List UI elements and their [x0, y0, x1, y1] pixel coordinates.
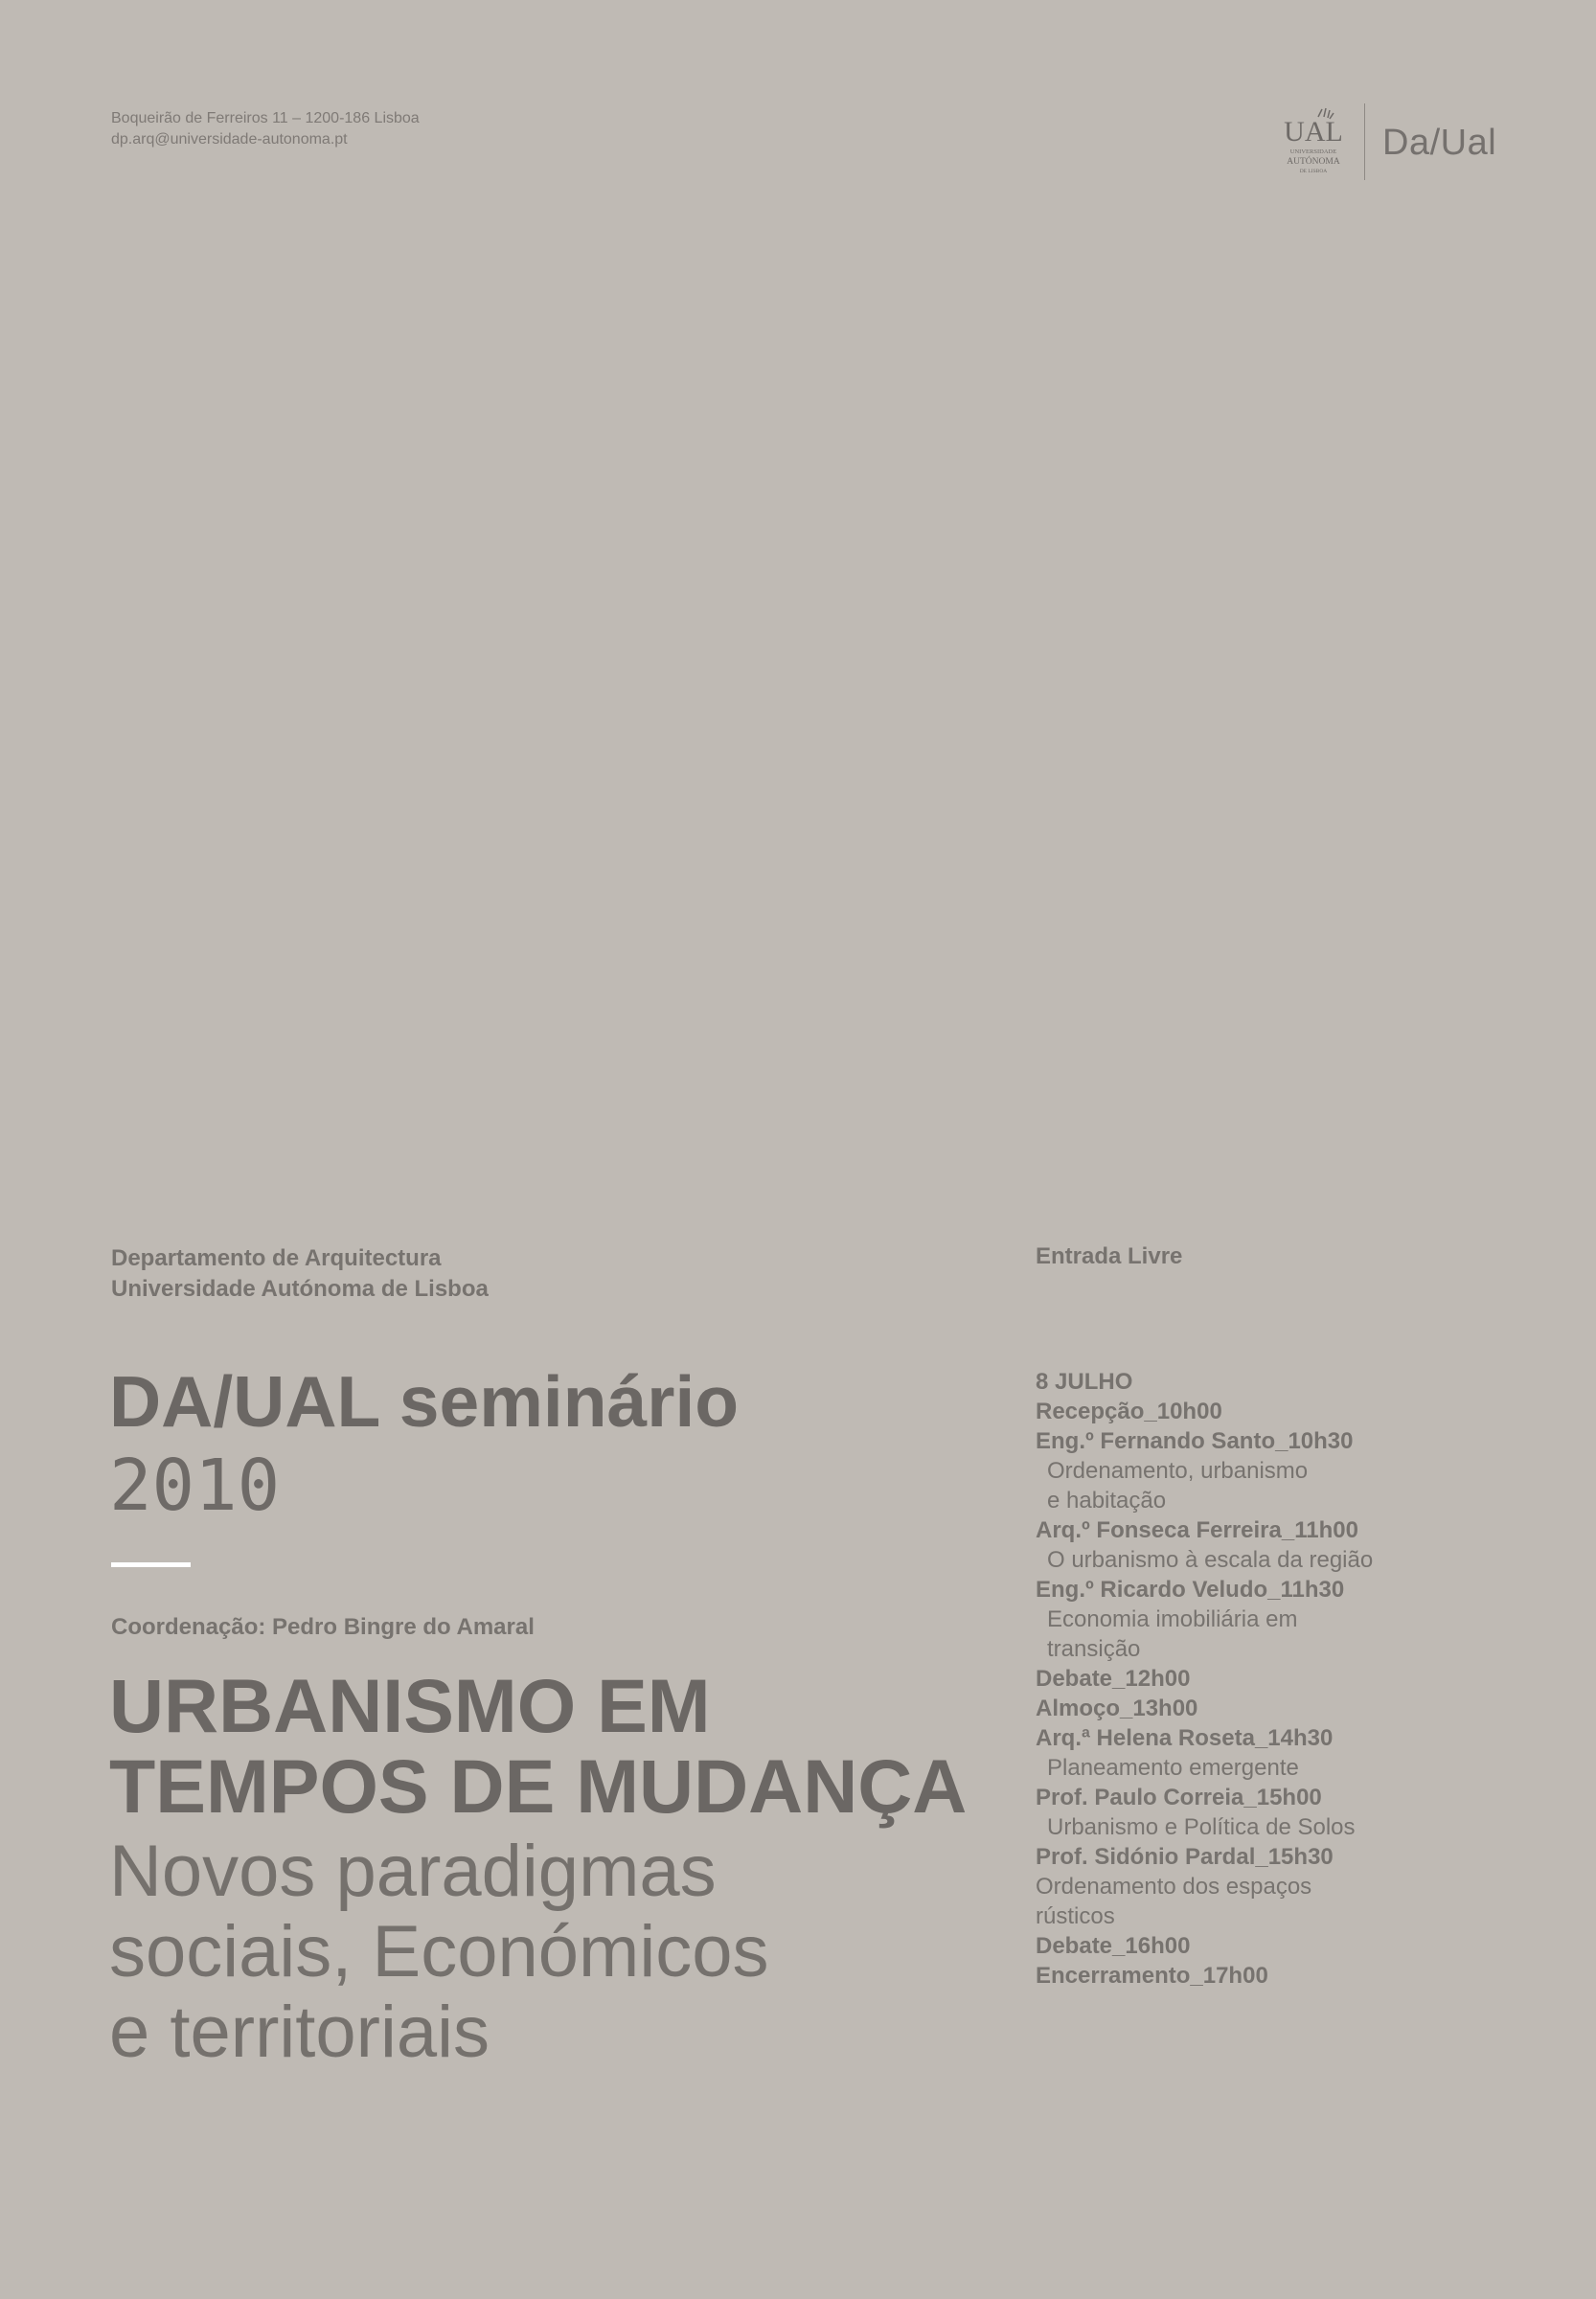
program-schedule: [1036, 1367, 1373, 1991]
program-item-detail: Ordenamento dos espaços: [1036, 1874, 1312, 1900]
subtitle-line: sociais, Económicos: [109, 1911, 769, 1992]
program-item-detail: Planeamento emergente: [1047, 1755, 1299, 1781]
address-email: dp.arq@universidade-autonoma.pt: [111, 131, 348, 148]
program-item-detail: rústicos: [1036, 1903, 1115, 1929]
program-item: Eng.º Ricardo Veludo_11h30: [1036, 1577, 1345, 1603]
coordination: Coordenação: Pedro Bingre do Amaral: [111, 1614, 535, 1640]
seminar-title: DA/UAL seminário: [109, 1361, 740, 1442]
headline-line: URBANISMO EM: [109, 1663, 711, 1748]
program-item-detail: Economia imobiliária em: [1047, 1606, 1298, 1632]
logo-group: [1274, 103, 1514, 182]
subtitle-line: Novos paradigmas: [109, 1831, 717, 1912]
ual-logo-line-3: DE LISBOA: [1299, 169, 1328, 174]
divider-rule: [111, 1562, 191, 1567]
address-block: [111, 108, 420, 150]
program-item: Debate_16h00: [1036, 1933, 1191, 1959]
program-item-detail: transição: [1047, 1636, 1141, 1662]
program-item: Almoço_13h00: [1036, 1696, 1198, 1721]
address-street: Boqueirão de Ferreiros 11 – 1200-186 Lisboa: [111, 110, 420, 126]
program-item: Recepção_10h00: [1036, 1399, 1222, 1424]
program-item: Encerramento_17h00: [1036, 1963, 1268, 1989]
ual-logo-mark: UAL: [1284, 116, 1343, 148]
program-item: Arq.º Fonseca Ferreira_11h00: [1036, 1517, 1358, 1543]
program-item: Debate_12h00: [1036, 1666, 1191, 1692]
program-item: Eng.º Fernando Santo_10h30: [1036, 1428, 1354, 1454]
seminar-year: 2010: [109, 1445, 281, 1527]
department-name: Departamento de Arquitectura: [111, 1245, 442, 1271]
program-item: Prof. Paulo Correia_15h00: [1036, 1785, 1322, 1810]
program-item: Arq.ª Helena Roseta_14h30: [1036, 1725, 1334, 1751]
program-item-detail: Urbanismo e Política de Solos: [1047, 1814, 1356, 1840]
ual-logo-line-2: AUTÓNOMA: [1287, 157, 1340, 167]
headline-line: TEMPOS DE MUDANÇA: [109, 1743, 968, 1829]
headline: [109, 1663, 968, 1829]
entrance-note: Entrada Livre: [1036, 1243, 1183, 1269]
ual-logo-line-1: UNIVERSIDADE: [1289, 148, 1337, 155]
logo-divider: [1364, 103, 1365, 180]
program-item-detail: e habitação: [1047, 1488, 1167, 1514]
subtitle: [109, 1832, 769, 2073]
ual-logo: [1280, 105, 1347, 178]
program-item-detail: O urbanismo à escala da região: [1047, 1547, 1374, 1573]
program-item: Prof. Sidónio Pardal_15h30: [1036, 1844, 1334, 1870]
daual-logo: Da/Ual: [1382, 123, 1497, 163]
department-block: [111, 1243, 489, 1305]
university-name: Universidade Autónoma de Lisboa: [111, 1276, 489, 1302]
subtitle-line: e territoriais: [109, 1992, 490, 2073]
program-item-detail: Ordenamento, urbanismo: [1047, 1458, 1309, 1484]
program-item: 8 JULHO: [1036, 1369, 1133, 1395]
